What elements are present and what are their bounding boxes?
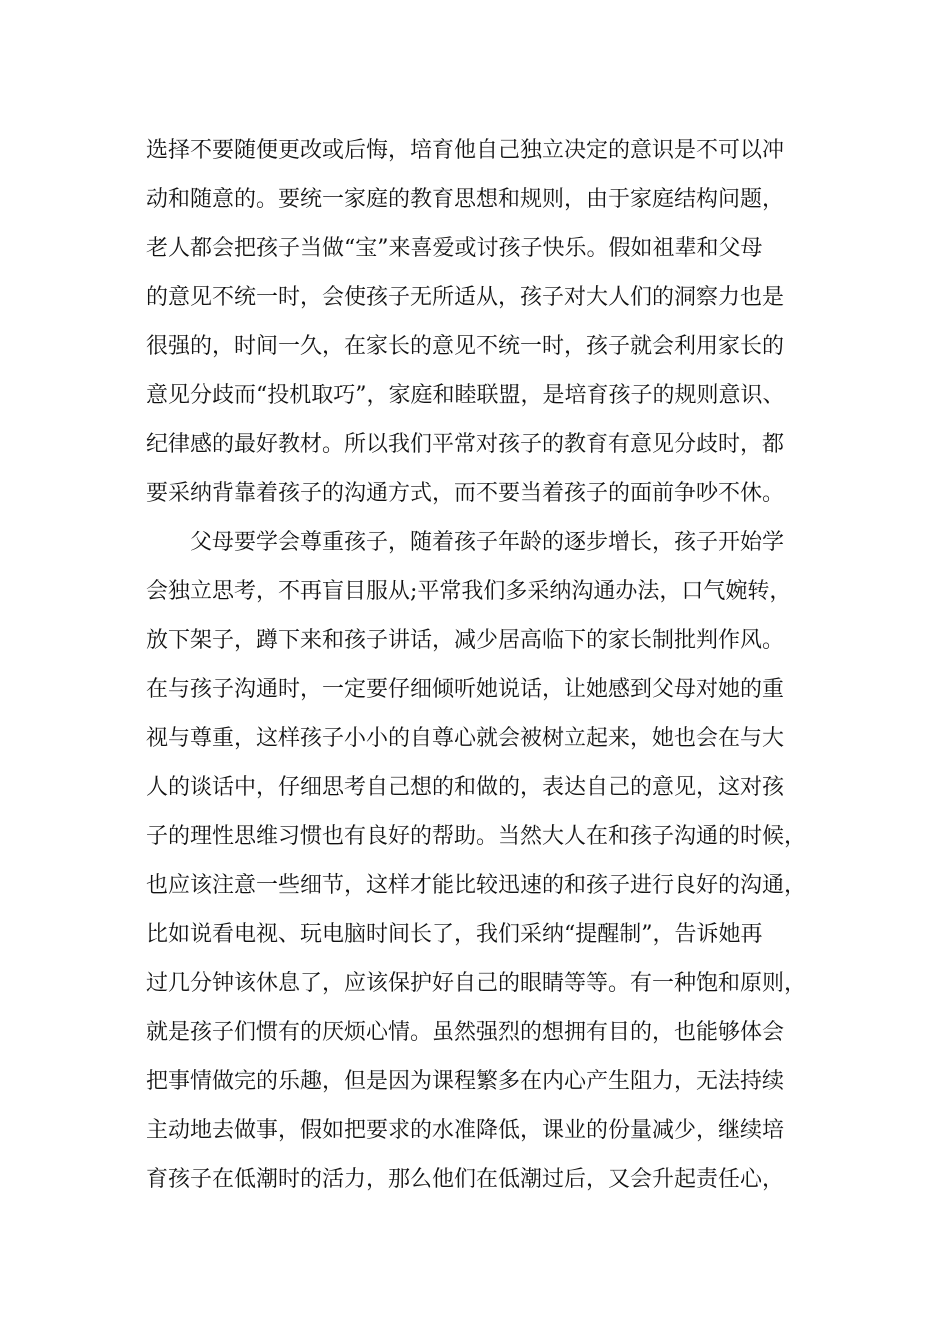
text-line: 意见分歧而“投机取巧”，家庭和睦联盟，是培育孩子的规则意识、 xyxy=(146,383,785,408)
text-line: 也应该注意一些细节，这样才能比较迅速的和孩子进行良好的沟通， xyxy=(146,873,807,898)
body-text xyxy=(146,126,818,1204)
paragraph-start-line: 父母要学会尊重孩子，随着孩子年龄的逐步增长，孩子开始学 xyxy=(190,530,785,555)
text-line: 在与孩子沟通时，一定要仔细倾听她说话，让她感到父母对她的重 xyxy=(146,677,785,702)
text-line: 主动地去做事，假如把要求的水准降低，课业的份量减少，继续培 xyxy=(146,1118,785,1143)
text-line: 动和随意的。要统一家庭的教育思想和规则，由于家庭结构问题， xyxy=(146,187,785,212)
text-line: 纪律感的最好教材。所以我们平常对孩子的教育有意见分歧时，都 xyxy=(146,432,785,457)
text-line: 子的理性思维习惯也有良好的帮助。当然大人在和孩子沟通的时候， xyxy=(146,824,807,849)
text-line: 选择不要随便更改或后悔，培育他自己独立决定的意识是不可以冲 xyxy=(146,138,785,163)
text-line: 会独立思考，不再盲目服从;平常我们多采纳沟通办法，口气婉转， xyxy=(146,579,792,604)
text-line: 把事情做完的乐趣，但是因为课程繁多在内心产生阻力，无法持续 xyxy=(146,1069,785,1094)
text-line: 过几分钟该休息了，应该保护好自己的眼睛等等。有一种饱和原则， xyxy=(146,971,807,996)
text-line: 人的谈话中，仔细思考自己想的和做的，表达自己的意见，这对孩 xyxy=(146,775,785,800)
text-line: 就是孩子们惯有的厌烦心情。虽然强烈的想拥有目的，也能够体会 xyxy=(146,1020,785,1045)
text-line: 的意见不统一时，会使孩子无所适从，孩子对大人们的洞察力也是 xyxy=(146,285,785,310)
text-line: 要采纳背靠着孩子的沟通方式，而不要当着孩子的面前争吵不休。 xyxy=(146,481,785,506)
text-line: 视与尊重，这样孩子小小的自尊心就会被树立起来，她也会在与大 xyxy=(146,726,785,751)
text-line: 比如说看电视、玩电脑时间长了，我们采纳“提醒制”，告诉她再 xyxy=(146,922,763,947)
text-line: 老人都会把孩子当做“宝”来喜爱或讨孩子快乐。假如祖辈和父母 xyxy=(146,236,763,261)
text-line: 育孩子在低潮时的活力，那么他们在低潮过后，又会升起责任心， xyxy=(146,1167,785,1192)
text-line: 很强的，时间一久，在家长的意见不统一时，孩子就会利用家长的 xyxy=(146,334,785,359)
text-line: 放下架子，蹲下来和孩子讲话，减少居高临下的家长制批判作风。 xyxy=(146,628,785,653)
